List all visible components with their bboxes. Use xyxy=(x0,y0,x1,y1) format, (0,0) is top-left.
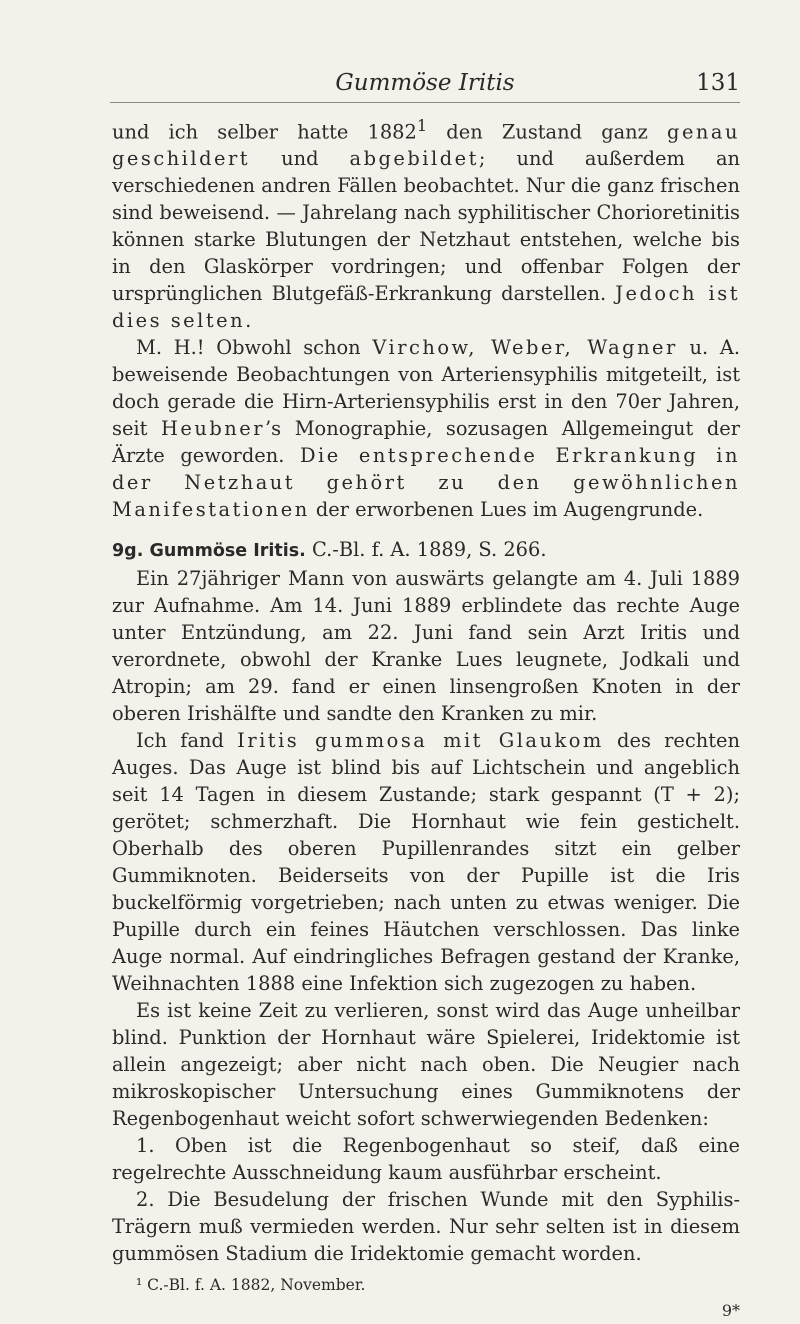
running-title: Gummöse Iritis xyxy=(335,70,515,96)
case-heading xyxy=(112,536,740,565)
list-item: 1. Oben ist die Regenbogenhaut so steif, daß eine regelrechte Ausschneidung kaum ausführbar erscheint. xyxy=(112,1134,740,1185)
paragraph: und ich selber hatte 1882$^1$ den Zustand ganz genau geschildert und abgebildet; und außerdem an verschiedenen andren Fällen beobachtet. Nur die ganz frischen sind beweisend. — Jahrelang nach syphilitischer Chorioretinitis können starke Blutungen der Netzhaut entstehen, welche bis in den Glaskörper vordringen; und offenbar Folgen der ursprünglichen Blutgefäß-Erkrankung darstellen. Jedoch ist dies selten. xyxy=(112,116,741,333)
page-number: 131 xyxy=(696,70,740,96)
footnote: ¹ C.-Bl. f. A. 1882, November. xyxy=(136,1276,366,1295)
case-title: Gummöse Iritis. xyxy=(149,541,306,562)
case-reference: C.-Bl. f. A. 1889, S. 266. xyxy=(305,538,547,562)
list-item: 2. Die Besudelung der frischen Wunde mit den Syphilis-Trägern muß vermieden werden. Nur sehr selten ist in diesem gummösen Stadium die Iridektomie gemacht worden. xyxy=(112,1188,740,1266)
case-number: 9g. xyxy=(112,541,144,562)
paragraph: Ein 27jähriger Mann von auswärts gelangte am 4. Juli 1889 zur Aufnahme. Am 14. Juni 1889 erblindete das rechte Auge unter Entzündung, am 22. Juni fand sein Arzt Iritis und verordnete, obwohl der Kranke Lues leugnete, Jodkali und Atropin; am 29. fand er einen linsengroßen Knoten in der oberen Irishälfte und sandte den Kranken zu mir. xyxy=(112,567,740,726)
paragraph: Es ist keine Zeit zu verlieren, sonst wird das Auge unheilbar blind. Punktion der Hornhaut wäre Spielerei, Iridektomie ist allein angezeigt; aber nicht nach oben. Die Neugier nach mikroskopischer Untersuchung eines Gummiknotens der Regenbogenhaut weicht sofort schwerwiegenden Bedenken: xyxy=(112,999,740,1131)
paragraph: Ich fand Iritis gummosa mit Glaukom des rechten Auges. Das Auge ist blind bis auf Lichtschein und angeblich seit 14 Tagen in diesem Zustande; stark gespannt (T + 2); gerötet; schmerzhaft. Die Hornhaut wie fein gestichelt. Oberhalb des oberen Pupillenrandes sitzt ein gelber Gummiknoten. Beiderseits von der Pupille ist die Iris buckelförmig vorgetrieben; nach unten zu etwas weniger. Die Pupille durch ein feines Häutchen verschlossen. Das linke Auge normal. Auf eindringliches Befragen gestand der Kranke, Weihnachten 1888 eine Infektion sich zugezogen zu haben. xyxy=(112,729,740,996)
page-body xyxy=(112,112,740,1324)
footnote-ref: 1 xyxy=(416,116,428,135)
paragraph: M. H.! Obwohl schon Virchow, Weber, Wagner u. A. beweisende Beobachtungen von Arteriensyphilis mitgeteilt, ist doch gerade die Hirn-Arteriensyphilis erst in den 70er Jahren, seit Heubner’s Monographie, sozusagen Allgemeingut der Ärzte geworden. Die entsprechende Erkrankung in der Netzhaut gehört zu den gewöhnlichen Manifestationen der erworbenen Lues im Augengrunde. xyxy=(112,336,740,522)
page-header xyxy=(110,68,740,103)
signature-mark: 9* xyxy=(721,1301,740,1321)
